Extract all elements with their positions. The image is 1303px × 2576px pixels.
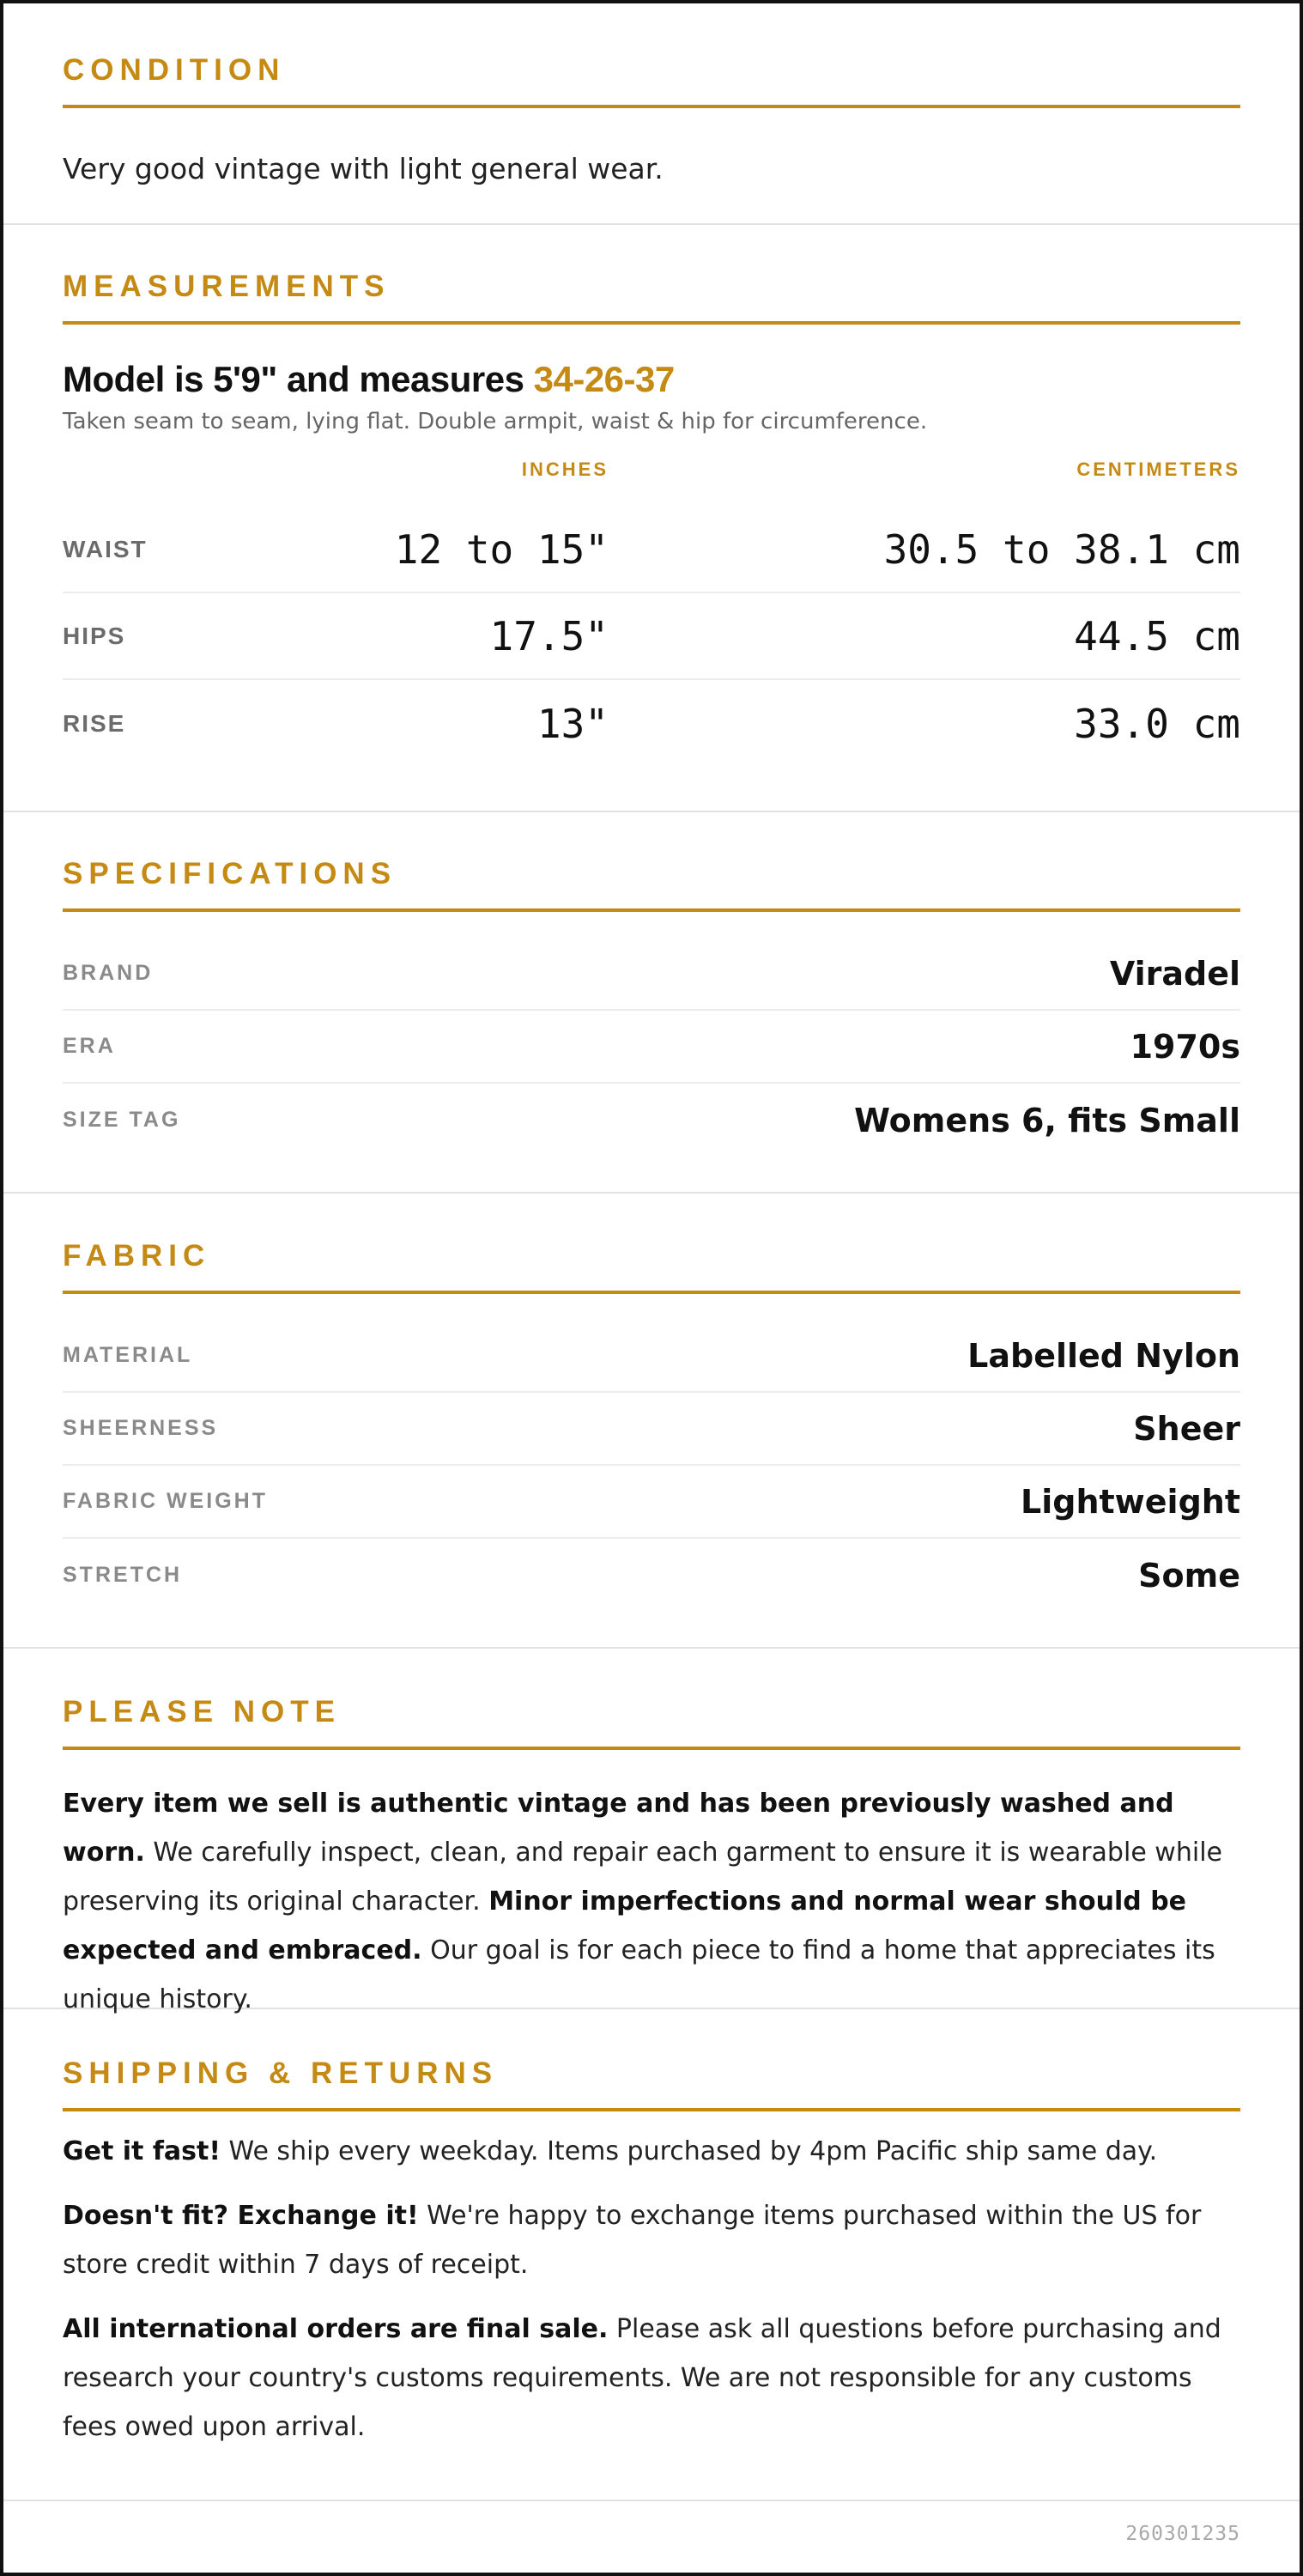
measurement-cm: 30.5 to 38.1 cm — [883, 526, 1240, 573]
centimeters-column-header: CENTIMETERS — [1076, 459, 1240, 480]
spec-value: Womens 6, fits Small — [854, 1101, 1240, 1139]
shipping-section — [3, 2058, 1300, 2501]
spec-value: Lightweight — [1021, 1482, 1240, 1521]
spec-value: Sheer — [1133, 1409, 1240, 1448]
measurement-cm: 33.0 cm — [1074, 700, 1240, 747]
condition-section — [3, 55, 1300, 225]
fabric-heading: FABRIC — [63, 1241, 1240, 1294]
condition-text: Very good vintage with light general wear. — [63, 152, 664, 185]
shipping-text: We're happy to exchange items purchased within the US for store credit within 7 days of receipt. — [63, 2201, 1202, 2280]
please-note-section — [3, 1695, 1300, 2014]
spec-key: SIZE TAG — [63, 1108, 181, 1132]
spec-key: FABRIC WEIGHT — [63, 1489, 268, 1513]
fabric-list — [63, 1320, 1240, 1612]
spec-value: Labelled Nylon — [967, 1336, 1240, 1375]
spec-value: Some — [1138, 1556, 1240, 1595]
shipping-heading: SHIPPING & RETURNS — [63, 2058, 1240, 2111]
exchange-paragraph — [63, 2191, 1240, 2289]
measurement-inches: 12 to 15" — [394, 526, 609, 573]
shipping-text: Please ask all questions before purchasing and research your country's customs requirements. We are not responsible for any customs fees owed upon arrival. — [63, 2314, 1221, 2442]
shipping-text: We ship every weekday. Items purchased by 4pm Pacific ship same day. — [221, 2136, 1158, 2166]
fabric-row-material — [63, 1320, 1240, 1393]
specifications-list — [63, 938, 1240, 1157]
measurement-row-waist — [63, 507, 1240, 593]
measurements-section — [3, 271, 1300, 812]
shipping-bold: Get it fast! — [63, 2136, 221, 2166]
spec-row-era — [63, 1011, 1240, 1084]
measurements-table — [63, 459, 1240, 767]
measurement-row-rise — [63, 680, 1240, 767]
specifications-section — [3, 859, 1300, 1194]
measurement-inches: 17.5" — [489, 612, 609, 659]
shipping-bold: Doesn't fit? Exchange it! — [63, 2201, 419, 2231]
please-note-heading: PLEASE NOTE — [63, 1697, 1240, 1750]
measurements-heading: MEASUREMENTS — [63, 271, 1240, 325]
please-note-text-1: We carefully inspect, clean, and repair each garment to ensure it is wearable while preserving its original character. — [63, 1838, 1222, 1917]
measurement-inches: 13" — [536, 700, 609, 747]
measurements-table-header — [63, 459, 1240, 507]
spec-value: 1970s — [1130, 1027, 1240, 1066]
model-measurements-value: 34-26-37 — [533, 359, 675, 399]
product-code: 260301235 — [1125, 2523, 1240, 2545]
spec-key: SHEERNESS — [63, 1416, 219, 1440]
shipping-paragraph — [63, 2127, 1240, 2176]
international-paragraph — [63, 2305, 1240, 2451]
spec-row-size-tag — [63, 1084, 1240, 1157]
fabric-section — [3, 1241, 1300, 1649]
specifications-heading: SPECIFICATIONS — [63, 859, 1240, 912]
measurements-note: Taken seam to seam, lying flat. Double armpit, waist & hip for circumference. — [63, 409, 928, 434]
spec-value: Viradel — [1109, 954, 1240, 993]
condition-heading: CONDITION — [63, 55, 1240, 108]
measurement-label: WAIST — [63, 535, 148, 562]
please-note-bold-1: Every item we sell is authentic vintage and has been previously washed and worn. — [63, 1789, 1174, 1868]
fabric-row-sheerness — [63, 1393, 1240, 1466]
spec-key: STRETCH — [63, 1563, 183, 1587]
spec-key: MATERIAL — [63, 1343, 193, 1367]
fabric-row-stretch — [63, 1539, 1240, 1612]
please-note-text — [63, 1779, 1240, 2024]
please-note-bold-2: Minor imperfections and normal wear should be expected and embraced. — [63, 1886, 1187, 1965]
measurement-row-hips — [63, 593, 1240, 680]
spec-key: BRAND — [63, 961, 154, 985]
measurement-label: RISE — [63, 709, 126, 737]
fabric-row-weight — [63, 1466, 1240, 1539]
model-measurements — [63, 359, 1240, 400]
spec-key: ERA — [63, 1034, 116, 1058]
spec-row-brand — [63, 938, 1240, 1011]
inches-column-header: INCHES — [521, 459, 609, 480]
measurement-cm: 44.5 cm — [1074, 612, 1240, 659]
measurement-label: HIPS — [63, 622, 126, 649]
please-note-text-2: Our goal is for each piece to find a home that appreciates its unique history. — [63, 1935, 1215, 2014]
shipping-bold: All international orders are final sale. — [63, 2314, 609, 2344]
model-measurements-prefix: Model is 5'9" and measures — [63, 359, 534, 399]
